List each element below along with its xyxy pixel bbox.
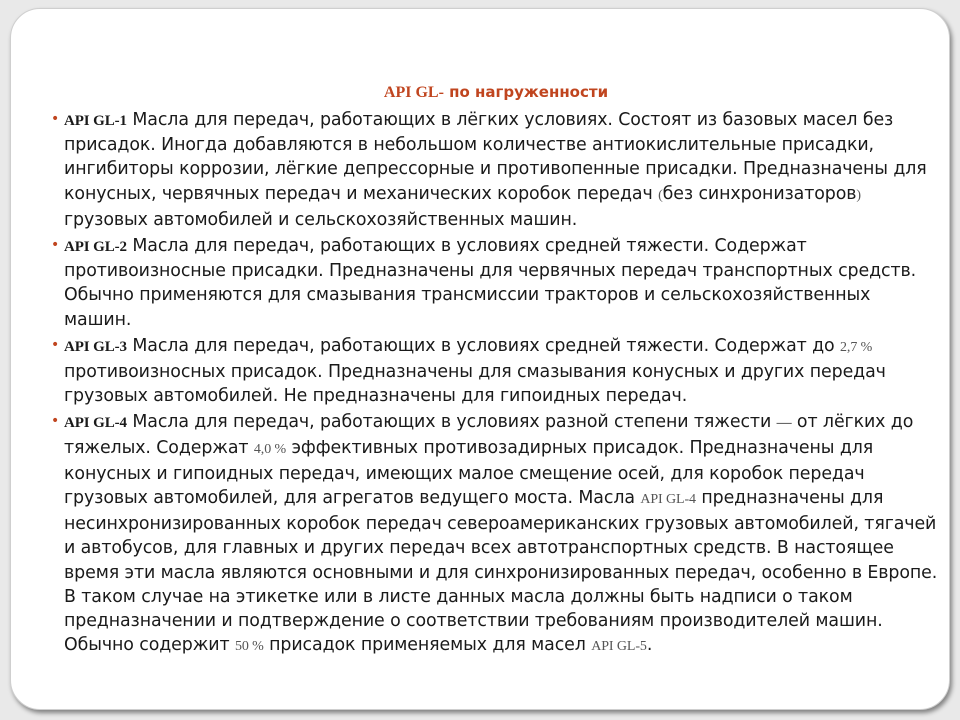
bullet-icon: • [51, 237, 60, 254]
bullet-icon: • [51, 413, 60, 430]
paren-open: ( [658, 187, 663, 203]
paren-close: ) [856, 187, 861, 203]
item-value: 2,7 % [840, 339, 873, 355]
item-text: Масла для передач, работающих в условиях разной степени тяжести [126, 412, 777, 433]
item-value-2: 50 % [234, 639, 264, 655]
list-item-gl1 [51, 108, 941, 232]
item-dash: — [776, 415, 792, 432]
item-text: Масла для передач, работающих в условиях средней тяжести. Содержат противоизносные присадки. Предназначены для червячных передач транспортных средств. Обычно применяются для смазывания трансмиссии тракторов и сельскохозяйственных машин. [64, 236, 917, 330]
item-end: . [646, 635, 653, 656]
item-text-3: эффективных противозадирных присадок. Предназначены для конусных и гипоидных передач, имеющих малое смещение осей, для коробок передач грузовых автомобилей, для агрегатов ведущего моста. Масла [64, 437, 874, 509]
item-code-2: API GL-4 [640, 492, 696, 508]
list-item-gl3 [51, 334, 941, 409]
slide-title [51, 81, 941, 104]
bullet-icon: • [51, 336, 60, 353]
slide-panel [10, 8, 950, 710]
item-code: API GL-2 [64, 239, 127, 256]
title-text: по нагруженности [443, 83, 609, 101]
item-code: API GL-1 [64, 113, 127, 129]
item-text: Масла для передач, работающих в лёгких условиях. Состоят из базовых масел без присадок. Иногда добавляются в небольшом количестве антиокислительные присадки, ингибиторы коррозии, лёгкие депрессорные и противопенные присадки. Предназначены для конусных, червячных передач и механических коробок передач [64, 110, 927, 204]
item-text-5: присадок применяемых для масел [263, 635, 592, 656]
item-code: API GL-4 [64, 415, 127, 432]
slide-content [51, 81, 941, 661]
title-code: API GL- [383, 84, 444, 101]
item-text: Масла для передач, работающих в условиях средней тяжести. Содержат до [126, 335, 841, 356]
list-item-gl2 [51, 234, 941, 332]
item-code: API GL-3 [64, 338, 127, 355]
item-text-2: от лёгких до тяжелых. Содержат [64, 412, 914, 458]
item-text-2: противоизносных присадок. Предназначены для смазывания конусных и других передач грузовых автомобилей. Не предназначены для гипоидных передач. [64, 362, 886, 407]
bullet-list [51, 108, 941, 659]
item-code-3: API GL-5 [591, 639, 647, 655]
item-value: 4,0 % [253, 441, 287, 457]
bullet-icon: • [51, 111, 60, 127]
item-text-4: предназначены для несинхронизированных коробок передач североамериканских грузовых автомобилей, тягачей и автобусов, для главных и других передач всех автотранспортных средств. В настоящее время эти масла являются основными и для синхронизированных передач, особенно в Европе. В таком случае на этикетке или в листе данных масла должны быть надписи о таком предназначении и подтверждение о соответствии требованиям производителей машин. Обычно содержит [64, 488, 938, 656]
item-text-2: без синхронизаторов [662, 183, 857, 204]
item-text-3: грузовых автомобилей и сельскохозяйственных машин. [64, 209, 578, 230]
list-item-gl4 [51, 410, 941, 659]
